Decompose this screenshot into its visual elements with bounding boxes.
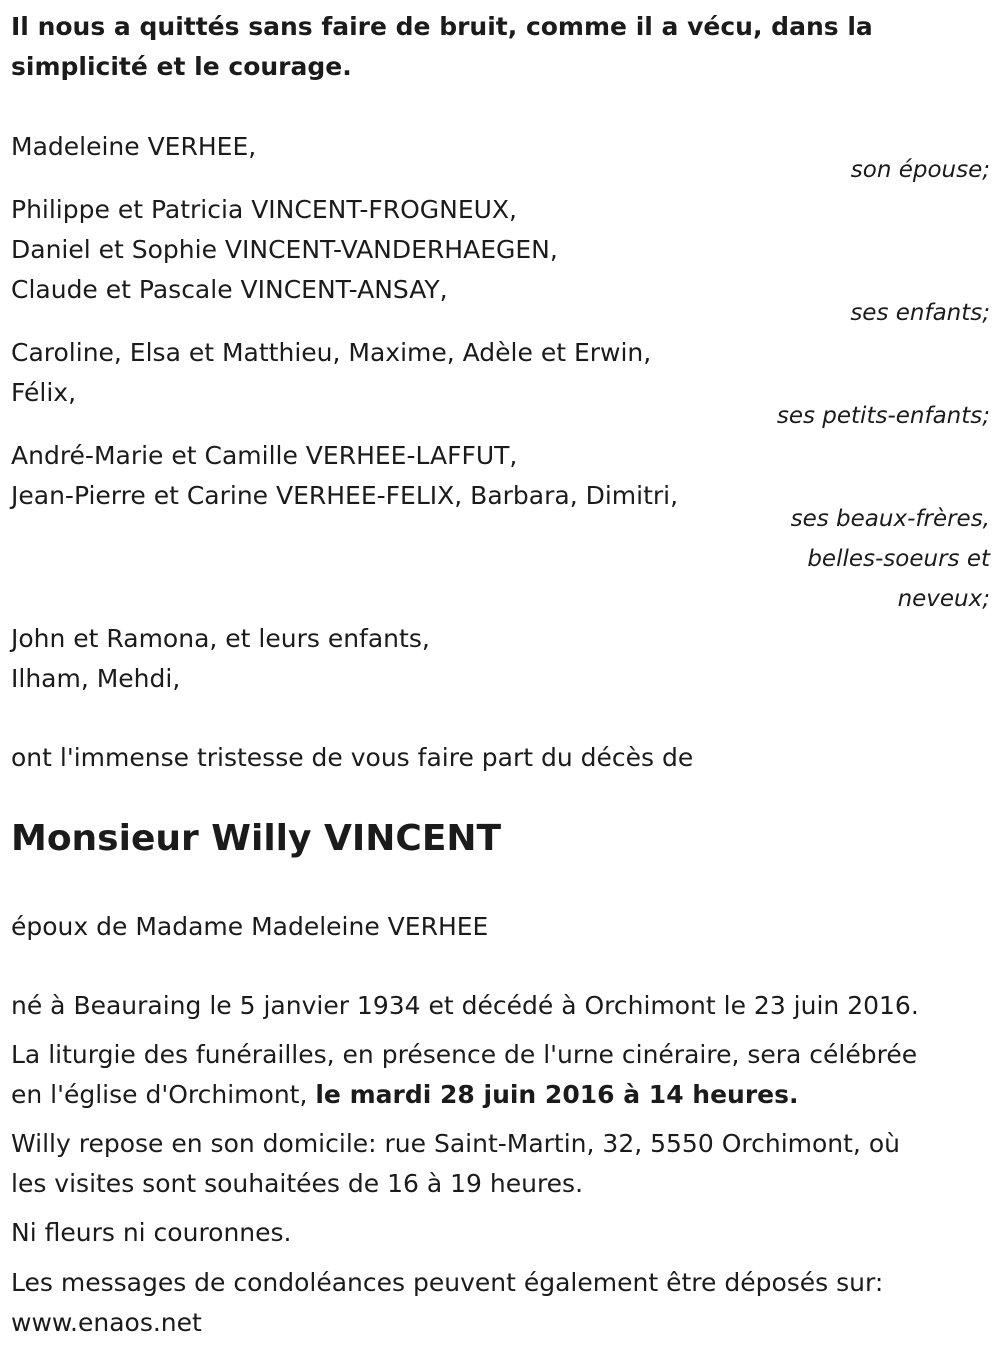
spouse-of: époux de Madame Madeleine VERHEE bbox=[11, 912, 489, 941]
condolences-website[interactable]: www.enaos.net bbox=[11, 1308, 202, 1337]
grandchildren-line-2: Félix, bbox=[11, 378, 77, 407]
spouse-role: son épouse; bbox=[850, 157, 990, 183]
condolences-line-1: Les messages de condoléances peuvent également être déposés sur: bbox=[11, 1268, 884, 1297]
in-laws-role-1: ses beaux-frères, bbox=[790, 506, 990, 532]
grandchildren-role: ses petits-enfants; bbox=[776, 403, 990, 429]
others-line-1: John et Ramona, et leurs enfants, bbox=[11, 624, 430, 653]
in-laws-role-2: belles-soeurs et bbox=[807, 546, 990, 572]
announcement: ont l'immense tristesse de vous faire part du décès de bbox=[11, 743, 694, 772]
child-line-3: Claude et Pascale VINCENT-ANSAY, bbox=[11, 275, 448, 304]
funeral-location: en l'église d'Orchimont, bbox=[11, 1080, 316, 1109]
spouse-name: Madeleine VERHEE, bbox=[11, 132, 257, 161]
flowers-note: Ni fleurs ni couronnes. bbox=[11, 1218, 292, 1247]
in-laws-role-3: neveux; bbox=[897, 586, 990, 612]
in-laws-line-2: Jean-Pierre et Carine VERHEE-FELIX, Barbara, Dimitri, bbox=[11, 481, 679, 510]
in-laws-line-1: André-Marie et Camille VERHEE-LAFFUT, bbox=[11, 441, 518, 470]
funeral-line-2 bbox=[11, 1075, 799, 1115]
funeral-date: le mardi 28 juin 2016 à 14 heures. bbox=[315, 1080, 799, 1109]
intro-line-2: simplicité et le courage. bbox=[11, 52, 352, 81]
intro-line-1: Il nous a quittés sans faire de bruit, comme il a vécu, dans la bbox=[11, 12, 873, 41]
birth-death: né à Beauraing le 5 janvier 1934 et décédé à Orchimont le 23 juin 2016. bbox=[11, 991, 919, 1020]
grandchildren-line-1: Caroline, Elsa et Matthieu, Maxime, Adèle et Erwin, bbox=[11, 338, 652, 367]
child-line-1: Philippe et Patricia VINCENT-FROGNEUX, bbox=[11, 195, 518, 224]
visits-line-2: les visites sont souhaitées de 16 à 19 heures. bbox=[11, 1169, 584, 1198]
visits-line-1: Willy repose en son domicile: rue Saint-Martin, 32, 5550 Orchimont, où bbox=[11, 1129, 900, 1158]
others-line-2: Ilham, Mehdi, bbox=[11, 664, 181, 693]
funeral-line-1: La liturgie des funérailles, en présence de l'urne cinéraire, sera célébrée bbox=[11, 1040, 918, 1069]
deceased-name: Monsieur Willy VINCENT bbox=[11, 818, 502, 859]
children-role: ses enfants; bbox=[850, 300, 990, 326]
child-line-2: Daniel et Sophie VINCENT-VANDERHAEGEN, bbox=[11, 235, 558, 264]
